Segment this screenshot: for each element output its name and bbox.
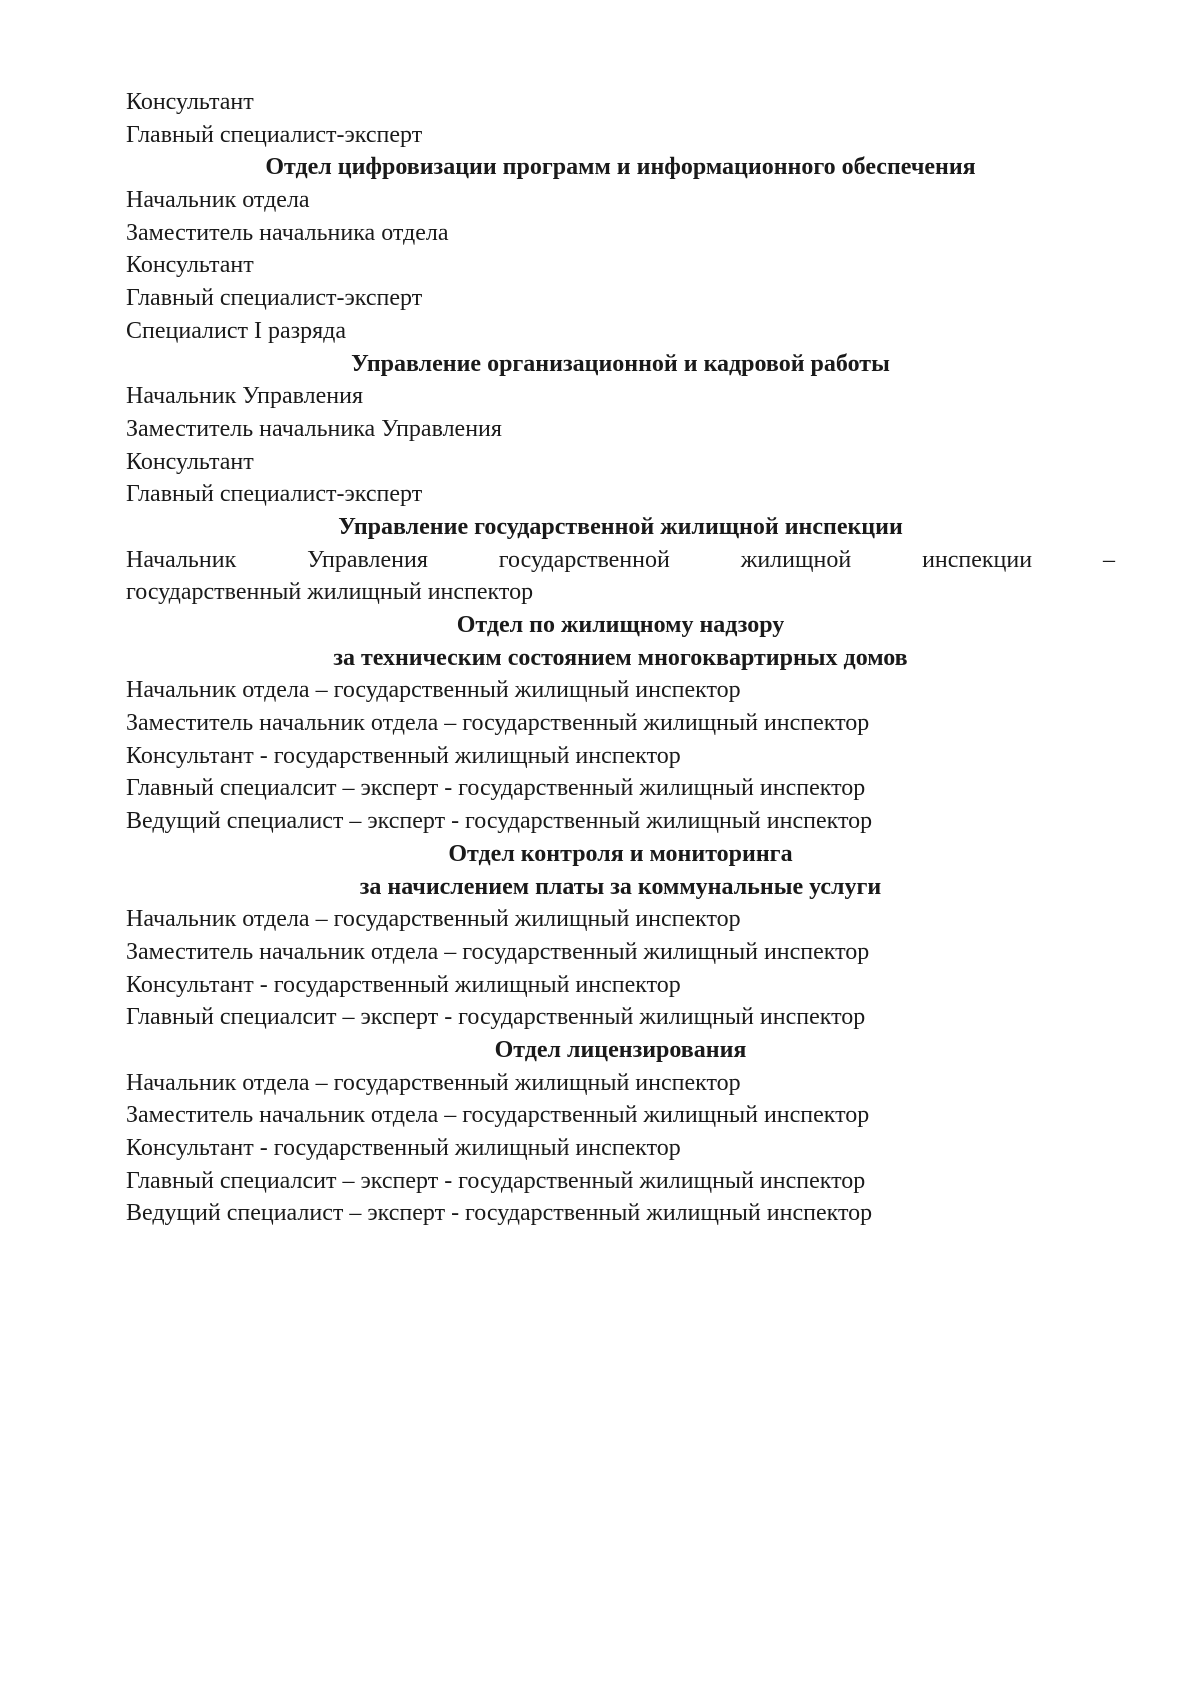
- position-line: Главный специалист-эксперт: [126, 481, 423, 508]
- position-line: Заместитель начальник отдела – государственный жилищный инспектор: [126, 1102, 870, 1129]
- position-line: Заместитель начальника Управления: [126, 415, 502, 442]
- position-line: Главный специалист-эксперт: [126, 121, 423, 148]
- department-heading: Отдел по жилищному надзору: [456, 612, 785, 638]
- position-line: Главный специалсит – эксперт - государственный жилищный инспектор: [126, 1167, 866, 1194]
- position-line-justified: Начальник Управления государственной жилищной инспекции –: [126, 546, 1115, 573]
- position-line: Консультант: [126, 252, 254, 279]
- position-line: Консультант - государственный жилищный инспектор: [126, 971, 681, 998]
- position-line: Начальник отдела – государственный жилищный инспектор: [126, 906, 741, 933]
- position-line: Ведущий специалист – эксперт - государственный жилищный инспектор: [126, 808, 873, 835]
- position-line: Консультант - государственный жилищный инспектор: [126, 1135, 681, 1161]
- department-heading: Отдел цифровизации программ и информационного обеспечения: [265, 154, 976, 181]
- position-line: Главный специалсит – эксперт - государственный жилищный инспектор: [126, 1004, 866, 1031]
- department-heading: Отдел лицензирования: [494, 1036, 747, 1063]
- department-heading-continuation: за техническим состоянием многоквартирных домов: [333, 644, 908, 671]
- position-line: Консультант: [126, 448, 254, 475]
- position-line: Ведущий специалист – эксперт - государственный жилищный инспектор: [126, 1200, 873, 1227]
- department-heading: Управление организационной и кадровой работы: [351, 350, 890, 377]
- position-line: Начальник отдела: [126, 187, 310, 214]
- position-line: Заместитель начальник отдела – государственный жилищный инспектор: [126, 938, 870, 965]
- position-line: Заместитель начальник отдела – государственный жилищный инспектор: [126, 710, 870, 737]
- position-line: Начальник Управления: [126, 383, 363, 410]
- position-line: Специалист I разряда: [126, 317, 347, 344]
- position-line: Консультант - государственный жилищный инспектор: [126, 742, 681, 769]
- position-line: Начальник отдела – государственный жилищный инспектор: [126, 677, 741, 704]
- department-heading-continuation: за начислением платы за коммунальные услуги: [359, 873, 882, 900]
- position-line: Заместитель начальника отдела: [126, 219, 449, 246]
- position-line: государственный жилищный инспектор: [126, 579, 534, 606]
- position-line: Начальник отдела – государственный жилищный инспектор: [126, 1069, 741, 1096]
- position-line: Главный специалист-эксперт: [126, 285, 423, 312]
- position-line: Главный специалсит – эксперт - государственный жилищный инспектор: [126, 775, 866, 802]
- document-page: [126, 86, 1115, 1230]
- department-heading: Отдел контроля и мониторинга: [448, 840, 793, 867]
- position-line: Консультант: [126, 89, 254, 115]
- department-heading: Управление государственной жилищной инспекции: [338, 513, 903, 540]
